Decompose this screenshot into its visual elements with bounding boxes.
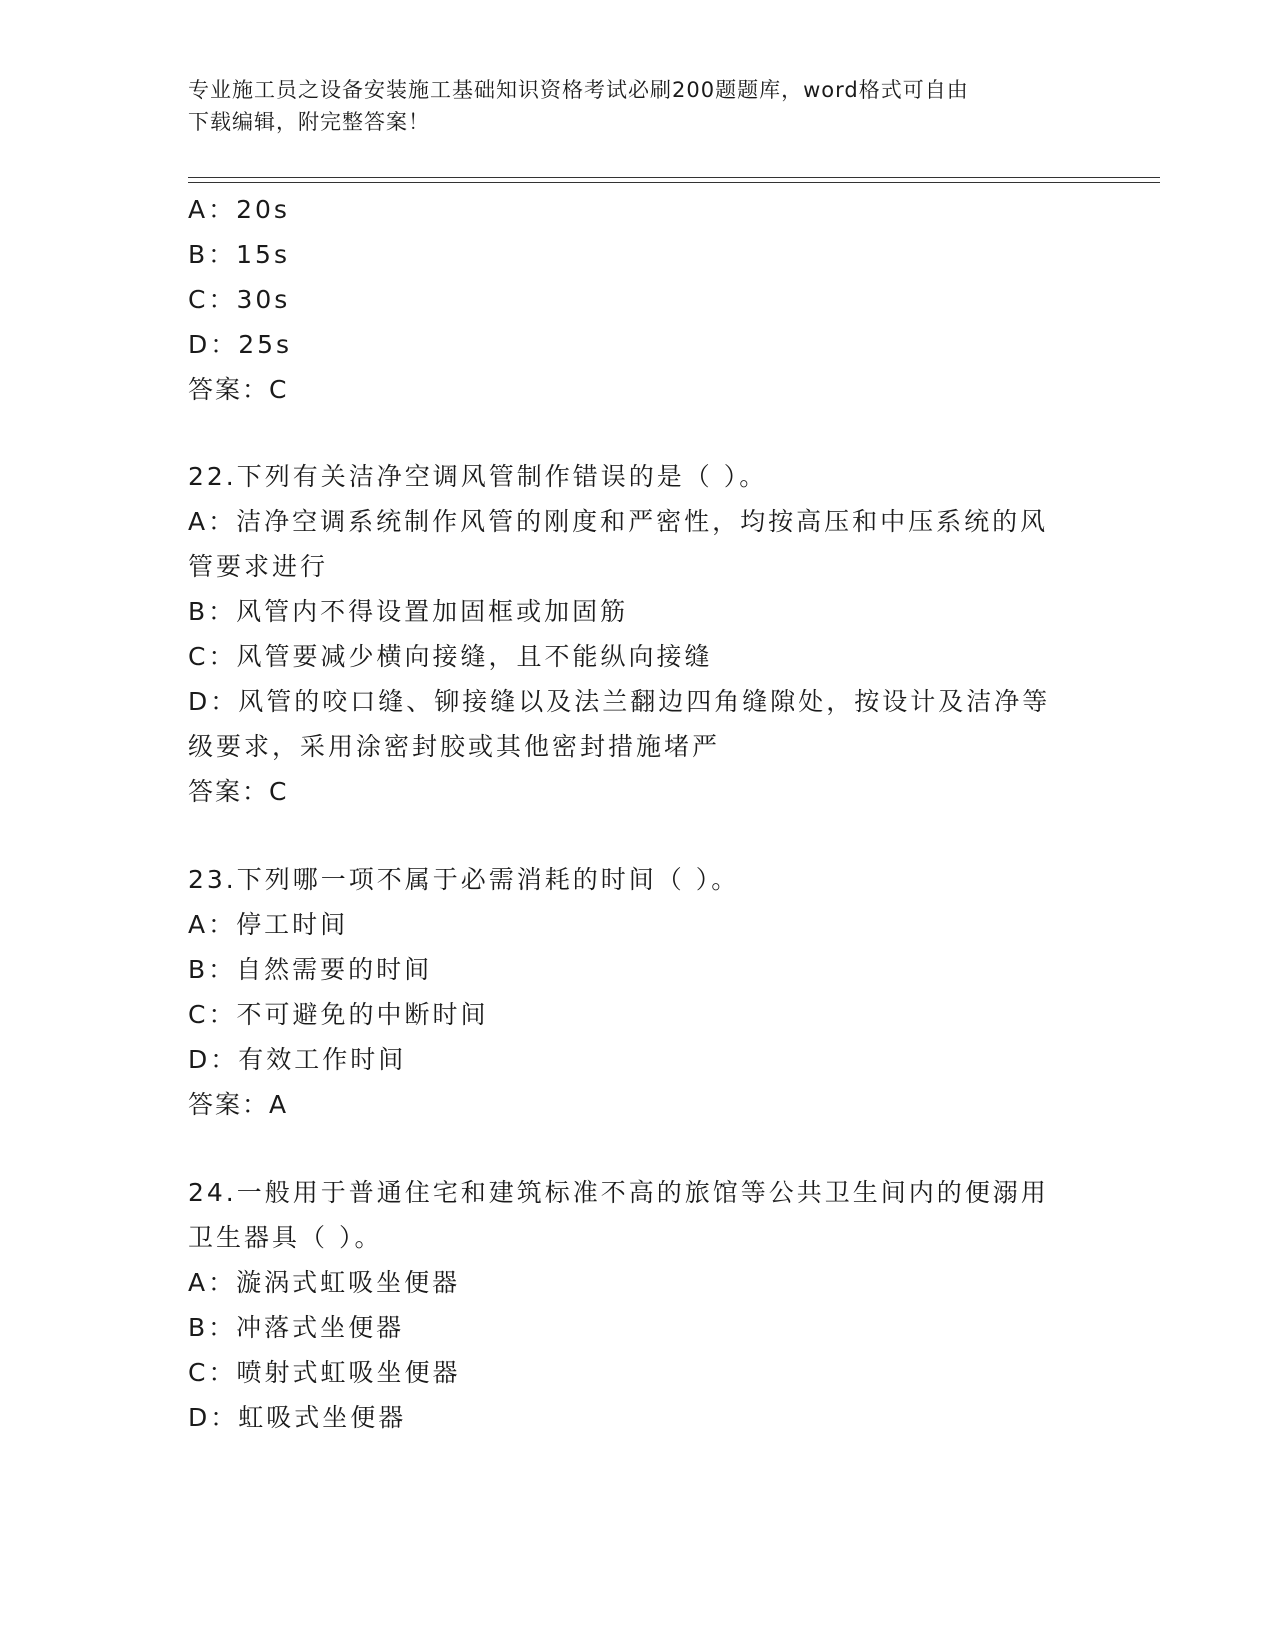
q24-stem-line-2: 卫生器具（ ）。 (188, 1223, 383, 1252)
q21-option-a: A：20s (188, 195, 290, 224)
q24-stem-line-1: 24.一般用于普通住宅和建筑标准不高的旅馆等公共卫生间内的便溺用 (188, 1178, 1049, 1207)
q24-option-d: D：虹吸式坐便器 (188, 1403, 407, 1432)
header-line-2: 下载编辑，附完整答案！ (188, 110, 430, 134)
q22-option-a-line-2: 管要求进行 (188, 552, 329, 581)
document-header (188, 74, 1088, 138)
q21-answer: 答案：C (188, 375, 289, 404)
q22-option-a-line-1: A：洁净空调系统制作风管的刚度和严密性，均按高压和中压系统的风 (188, 507, 1049, 536)
q21-option-b: B：15s (188, 240, 290, 269)
q21-option-d: D：25s (188, 330, 293, 359)
q22-answer: 答案：C (188, 777, 289, 806)
q24-option-c: C：喷射式虹吸坐便器 (188, 1358, 461, 1387)
q23-option-c: C：不可避免的中断时间 (188, 1000, 489, 1029)
q23-stem: 23.下列哪一项不属于必需消耗的时间（ ）。 (188, 865, 740, 894)
q23-answer: 答案：A (188, 1090, 289, 1119)
q24-option-a: A：漩涡式虹吸坐便器 (188, 1268, 461, 1297)
q23-option-d: D：有效工作时间 (188, 1045, 407, 1074)
q22-option-d-line-2: 级要求，采用涂密封胶或其他密封措施堵严 (188, 732, 721, 761)
header-divider-top (188, 177, 1160, 178)
q21-option-c: C：30s (188, 285, 291, 314)
q22-stem: 22.下列有关洁净空调风管制作错误的是（ ）。 (188, 462, 768, 491)
header-divider-bottom (188, 182, 1160, 183)
q22-option-d-line-1: D：风管的咬口缝、铆接缝以及法兰翻边四角缝隙处，按设计及洁净等 (188, 687, 1051, 716)
q22-option-b: B：风管内不得设置加固框或加固筋 (188, 597, 629, 626)
q24-option-b: B：冲落式坐便器 (188, 1313, 405, 1342)
q23-option-b: B：自然需要的时间 (188, 955, 433, 984)
q22-option-c: C：风管要减少横向接缝，且不能纵向接缝 (188, 642, 713, 671)
q23-option-a: A：停工时间 (188, 910, 349, 939)
header-line-1: 专业施工员之设备安装施工基础知识资格考试必刷200题题库，word格式可自由 (188, 78, 969, 102)
